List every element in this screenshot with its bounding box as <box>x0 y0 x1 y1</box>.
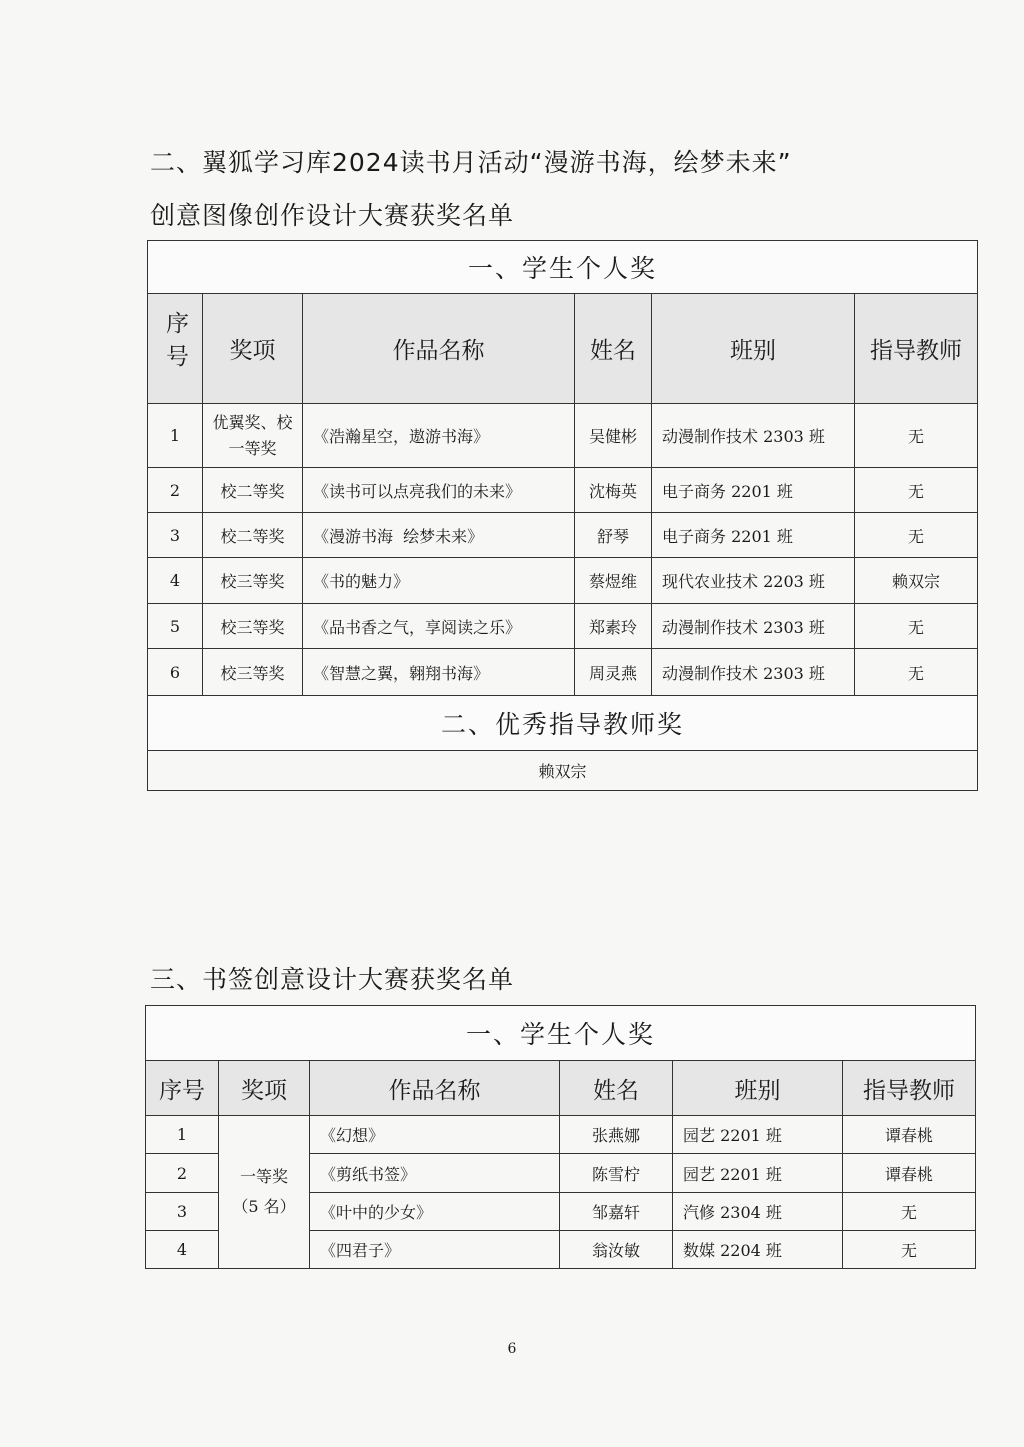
row-award: 校二等奖 <box>203 468 303 513</box>
row-teacher: 无 <box>855 649 978 696</box>
row-no: 6 <box>148 649 203 696</box>
row-no: 5 <box>148 604 203 649</box>
table-row <box>148 404 978 468</box>
row-class: 园艺 2201 班 <box>673 1116 843 1154</box>
table-header-row <box>148 294 978 404</box>
col-header-work: 作品名称 <box>310 1061 560 1116</box>
row-class: 汽修 2304 班 <box>673 1193 843 1231</box>
col-header-class: 班别 <box>652 294 855 404</box>
row-work: 《浩瀚星空，遨游书海》 <box>303 404 575 468</box>
row-no: 4 <box>148 558 203 604</box>
section3-title: 三、书签创意设计大赛获奖名单 <box>150 965 515 994</box>
row-no: 1 <box>148 404 203 468</box>
col-header-class: 班别 <box>673 1061 843 1116</box>
row-class: 动漫制作技术 2303 班 <box>652 604 855 649</box>
row-class: 数媒 2204 班 <box>673 1231 843 1269</box>
row-teacher: 无 <box>843 1193 976 1231</box>
row-no: 3 <box>146 1193 219 1231</box>
section2-title-line1: 二、翼狐学习库2024读书月活动“漫游书海，绘梦未来” <box>150 148 792 177</box>
row-name: 陈雪柠 <box>560 1154 673 1193</box>
award-group <box>219 1116 310 1269</box>
row-name: 张燕娜 <box>560 1116 673 1154</box>
row-teacher: 谭春桃 <box>843 1154 976 1193</box>
table-row <box>148 649 978 696</box>
section3-award-table <box>145 1005 976 1269</box>
col-header-teacher: 指导教师 <box>855 294 978 404</box>
row-class: 现代农业技术 2203 班 <box>652 558 855 604</box>
row-no: 2 <box>146 1154 219 1193</box>
col-header-name: 姓名 <box>560 1061 673 1116</box>
row-no: 2 <box>148 468 203 513</box>
page-number: 6 <box>507 1341 517 1357</box>
row-no: 1 <box>146 1116 219 1154</box>
col-header-work: 作品名称 <box>303 294 575 404</box>
col-header-teacher: 指导教师 <box>843 1061 976 1116</box>
row-name: 吴健彬 <box>575 404 652 468</box>
col-header-no: 序号 <box>146 1061 219 1116</box>
row-teacher: 谭春桃 <box>843 1116 976 1154</box>
row-award <box>203 404 303 468</box>
individual-award-header: 一、学生个人奖 <box>146 1006 976 1061</box>
section2-award-table <box>147 240 978 791</box>
row-work: 《品书香之气，享阅读之乐》 <box>303 604 575 649</box>
col-header-award: 奖项 <box>219 1061 310 1116</box>
row-work: 《读书可以点亮我们的未来》 <box>303 468 575 513</box>
row-teacher: 无 <box>843 1231 976 1269</box>
row-name: 蔡煜维 <box>575 558 652 604</box>
row-no: 4 <box>146 1231 219 1269</box>
row-award: 校三等奖 <box>203 604 303 649</box>
table-row <box>148 513 978 558</box>
row-teacher: 赖双宗 <box>855 558 978 604</box>
row-class: 动漫制作技术 2303 班 <box>652 649 855 696</box>
row-work: 《漫游书海 绘梦未来》 <box>303 513 575 558</box>
row-work: 《剪纸书签》 <box>310 1154 560 1193</box>
table-row <box>148 468 978 513</box>
award-group-label: 一等奖 <box>239 1167 288 1186</box>
table-row <box>148 604 978 649</box>
row-class: 园艺 2201 班 <box>673 1154 843 1193</box>
row-award-text: 优翼奖、校一等奖 <box>212 412 293 458</box>
row-class: 电子商务 2201 班 <box>652 468 855 513</box>
row-name: 舒琴 <box>575 513 652 558</box>
teacher-award-name: 赖双宗 <box>148 751 978 791</box>
col-header-no: 序号 <box>148 294 203 404</box>
row-work: 《书的魅力》 <box>303 558 575 604</box>
award-group-count: （5 名） <box>232 1197 296 1216</box>
row-award: 校二等奖 <box>203 513 303 558</box>
row-class: 电子商务 2201 班 <box>652 513 855 558</box>
table-header-row <box>146 1061 976 1116</box>
row-work: 《智慧之翼，翱翔书海》 <box>303 649 575 696</box>
row-work: 《幻想》 <box>310 1116 560 1154</box>
individual-award-header: 一、学生个人奖 <box>148 241 978 294</box>
row-teacher: 无 <box>855 604 978 649</box>
row-name: 翁汝敏 <box>560 1231 673 1269</box>
row-award: 校三等奖 <box>203 558 303 604</box>
col-header-award: 奖项 <box>203 294 303 404</box>
row-name: 沈梅英 <box>575 468 652 513</box>
section2-title-line2: 创意图像创作设计大赛获奖名单 <box>150 201 515 230</box>
row-teacher: 无 <box>855 468 978 513</box>
table-row <box>148 558 978 604</box>
row-award: 校三等奖 <box>203 649 303 696</box>
teacher-award-header: 二、优秀指导教师奖 <box>148 696 978 751</box>
row-class: 动漫制作技术 2303 班 <box>652 404 855 468</box>
row-no: 3 <box>148 513 203 558</box>
row-work: 《叶中的少女》 <box>310 1193 560 1231</box>
row-name: 邹嘉轩 <box>560 1193 673 1231</box>
row-name: 周灵燕 <box>575 649 652 696</box>
table-row <box>146 1116 976 1154</box>
col-header-name: 姓名 <box>575 294 652 404</box>
row-teacher: 无 <box>855 513 978 558</box>
row-name: 郑素玲 <box>575 604 652 649</box>
row-work: 《四君子》 <box>310 1231 560 1269</box>
row-teacher: 无 <box>855 404 978 468</box>
